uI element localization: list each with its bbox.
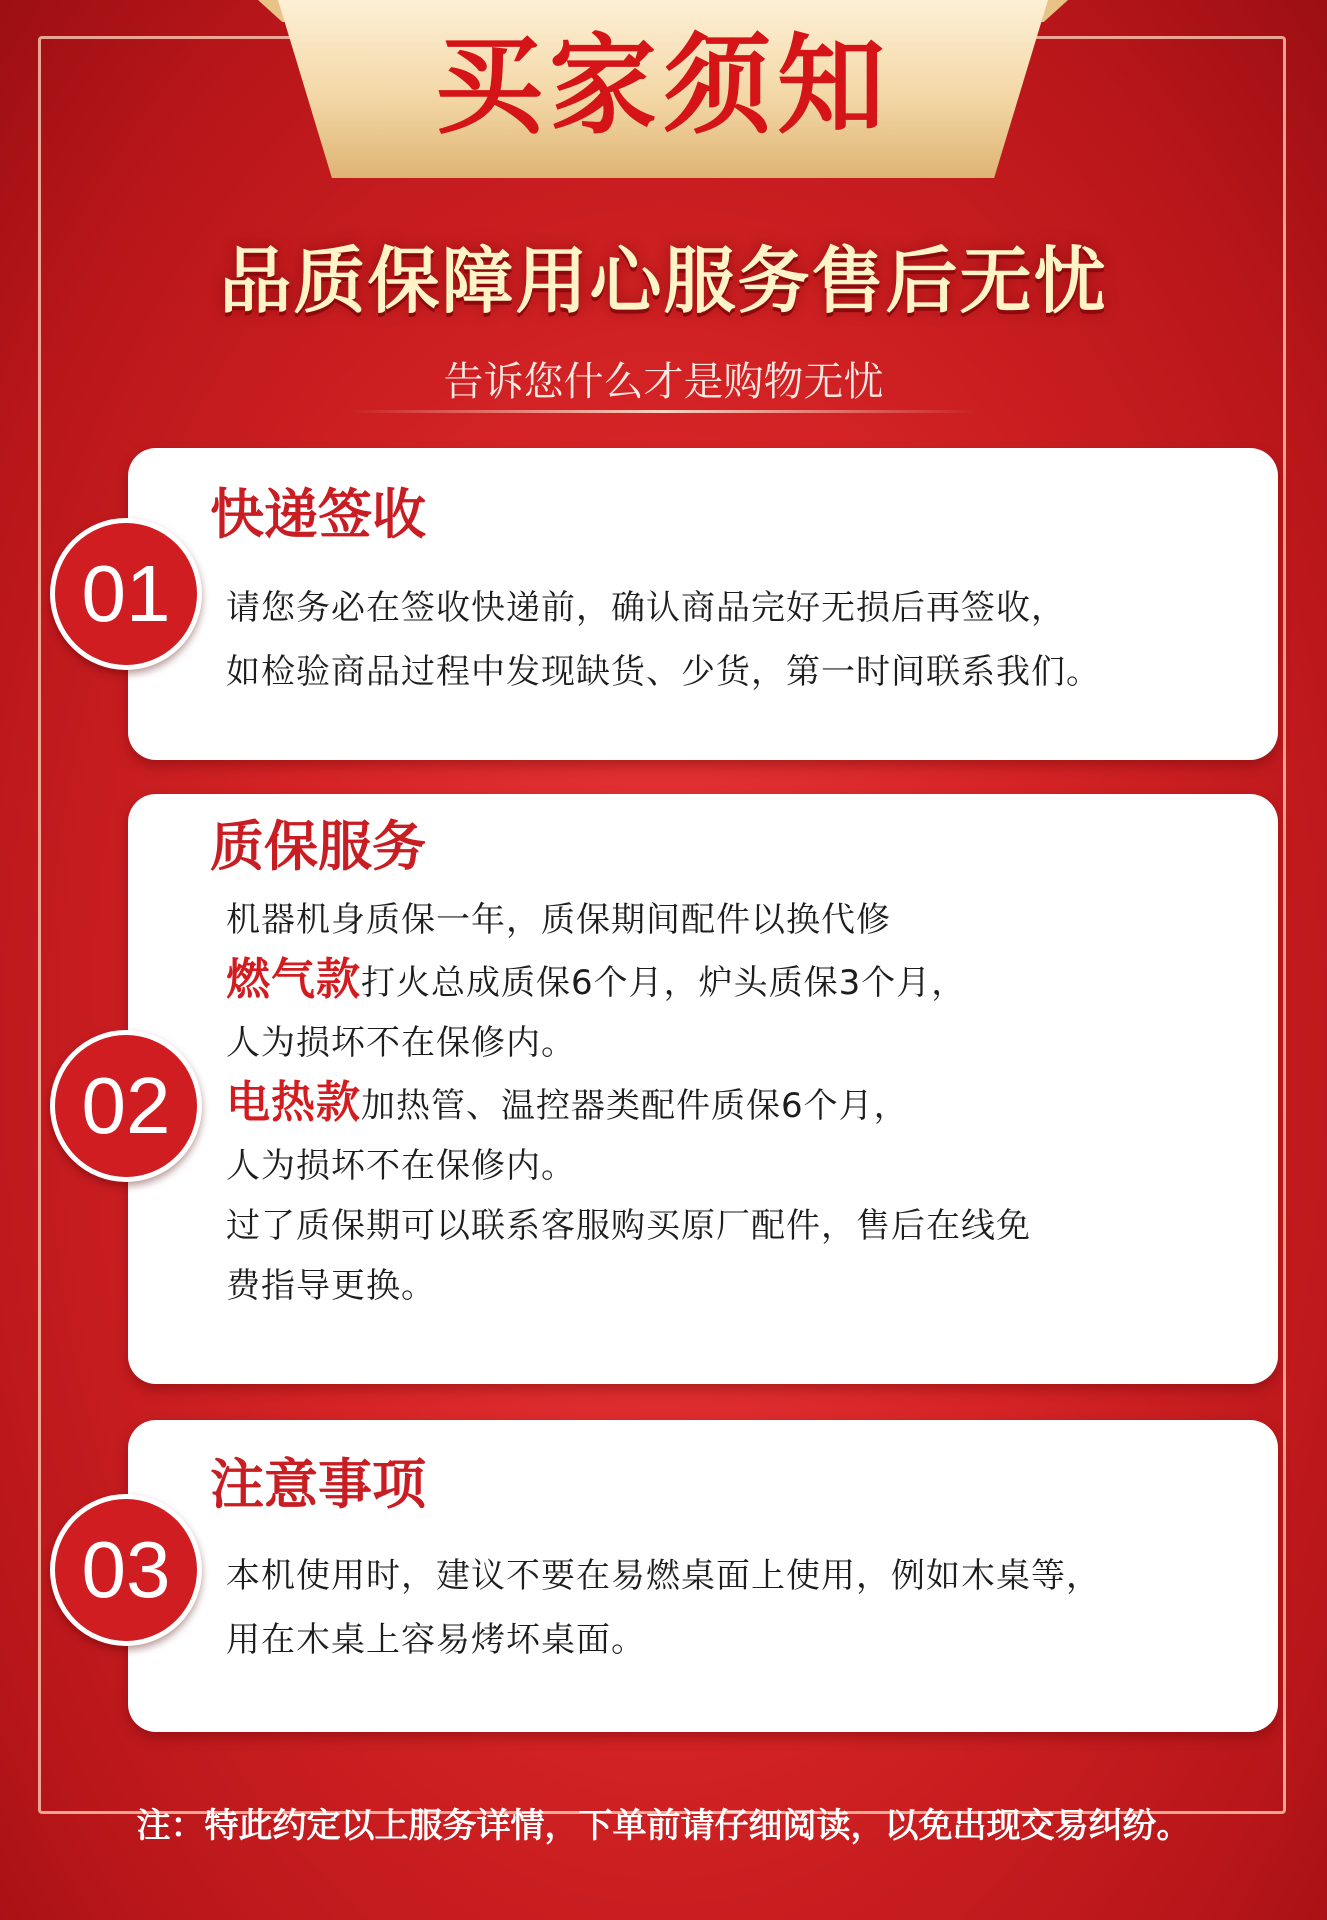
body-line: 如检验商品过程中发现缺货、少货，第一时间联系我们。 [226,652,1101,692]
body-line: 人为损坏不在保修内。 [226,1023,576,1063]
electric-model-text: 加热管、温控器类配件质保6个月， [361,1086,909,1126]
subline: 告诉您什么才是购物无忧 [443,359,884,405]
gas-model-text: 打火总成质保6个月，炉头质保3个月， [361,963,967,1003]
section-title: 注意事项 [210,1453,426,1516]
section-body [226,576,1258,704]
section-number-badge: 02 [50,1030,202,1182]
body-line: 过了质保期可以联系客服购买原厂配件，售后在线免 [226,1206,1031,1246]
banner-title: 买家须知 [434,24,891,149]
section-card-notes [128,1420,1278,1732]
subline-divider [350,410,977,413]
footer-note: 注：特此约定以上服务详情，下单前请仔细阅读，以免出现交易纠纷。 [136,1806,1191,1846]
section-number-badge: 01 [50,518,202,670]
gas-model-label: 燃气款 [226,954,361,1005]
body-line-gas [226,950,1258,1013]
body-line: 人为损坏不在保修内。 [226,1146,576,1186]
headline: 品质保障用心服务售后无忧 [219,239,1108,323]
section-body [226,890,1258,1316]
section-title: 快递签收 [210,483,426,546]
section-number-badge: 03 [50,1494,202,1646]
body-line: 本机使用时，建议不要在易燃桌面上使用，例如木桌等， [226,1556,1101,1596]
electric-model-label: 电热款 [226,1077,361,1128]
body-line: 用在木桌上容易烤坏桌面。 [226,1620,646,1660]
section-title: 质保服务 [210,815,426,878]
body-line: 请您务必在签收快递前，确认商品完好无损后再签收， [226,588,1066,628]
section-body [226,1544,1258,1672]
body-line: 机器机身质保一年，质保期间配件以换代修 [226,900,891,940]
section-card-delivery [128,448,1278,760]
body-line: 费指导更换。 [226,1266,436,1306]
section-card-warranty [128,794,1278,1384]
body-line-electric [226,1073,1258,1136]
